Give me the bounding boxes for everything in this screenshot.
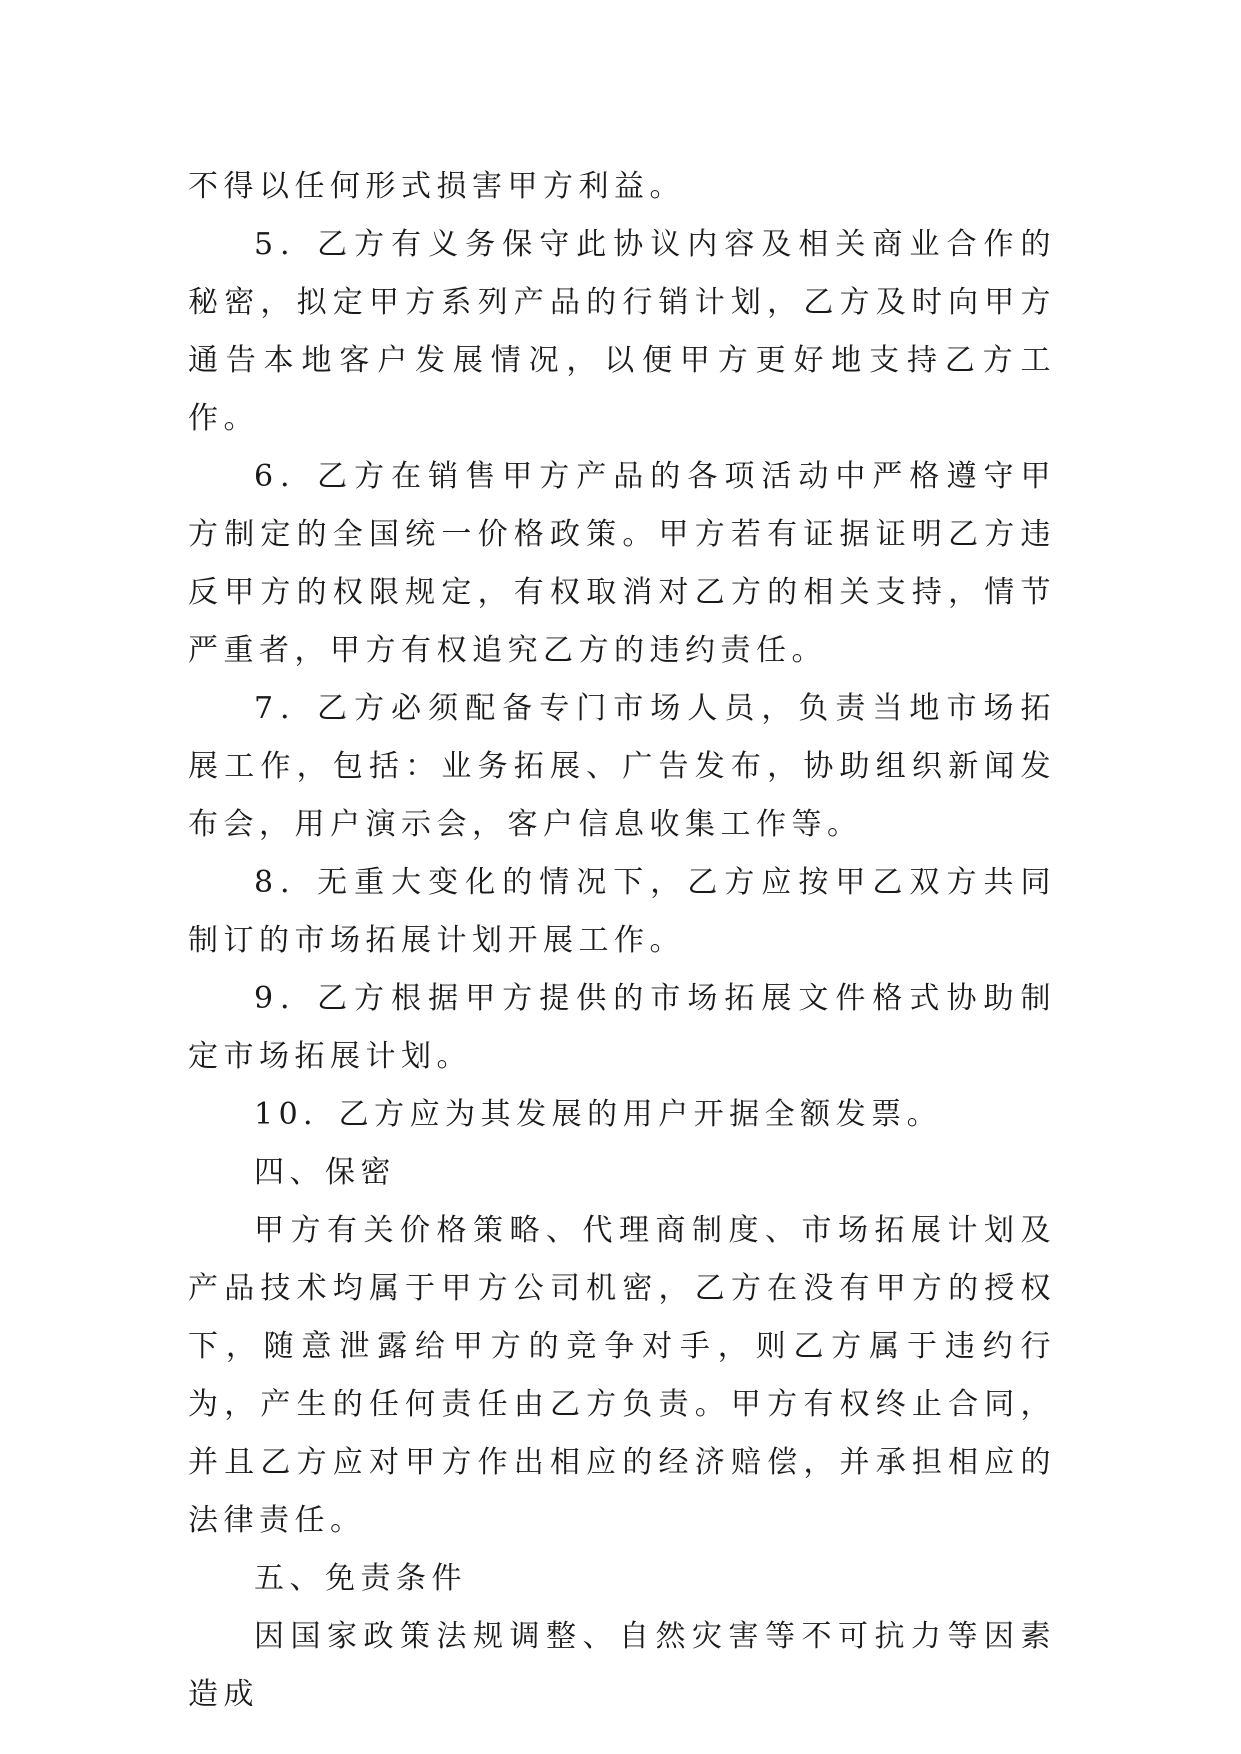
clause-8-market-plan: 8．无重大变化的情况下，乙方应按甲乙双方共同制订的市场拓展计划开展工作。	[188, 865, 1056, 958]
section-heading-confidentiality: 四、保密	[254, 1155, 396, 1190]
confidentiality-body: 甲方有关价格策略、代理商制度、市场拓展计划及产品技术均属于甲方公司机密，乙方在没有甲方的授权下，随意泄露给甲方的竞争对手，则乙方属于违约行为，产生的任何责任由乙方负责。甲方有权终止合同，并且乙方应对甲方作出相应的经济赔偿，并承担相应的法律责任。	[188, 1213, 1056, 1538]
clause-5-confidentiality-obligation: 5．乙方有义务保守此协议内容及相关商业合作的秘密，拟定甲方系列产品的行销计划，乙方及时向甲方通告本地客户发展情况，以便甲方更好地支持乙方工作。	[188, 227, 1056, 436]
clause-10-invoice: 10．乙方应为其发展的用户开据全额发票。	[254, 1097, 943, 1132]
clause-9-plan-format: 9．乙方根据甲方提供的市场拓展文件格式协助制定市场拓展计划。	[188, 981, 1056, 1074]
clause-6-pricing-policy: 6．乙方在销售甲方产品的各项活动中严格遵守甲方制定的全国统一价格政策。甲方若有证据证明乙方违反甲方的权限规定，有权取消对乙方的相关支持，情节严重者，甲方有权追究乙方的违约责任。	[188, 459, 1056, 668]
document-page	[188, 158, 1056, 1724]
paragraph-continuation: 不得以任何形式损害甲方利益。	[188, 169, 685, 204]
section-heading-exemption: 五、免责条件	[254, 1561, 467, 1596]
exemption-body: 因国家政策法规调整、自然灾害等不可抗力等因素造成	[188, 1619, 1056, 1712]
clause-7-market-staff: 7．乙方必须配备专门市场人员，负责当地市场拓展工作，包括：业务拓展、广告发布，协助组织新闻发布会，用户演示会，客户信息收集工作等。	[188, 691, 1056, 842]
